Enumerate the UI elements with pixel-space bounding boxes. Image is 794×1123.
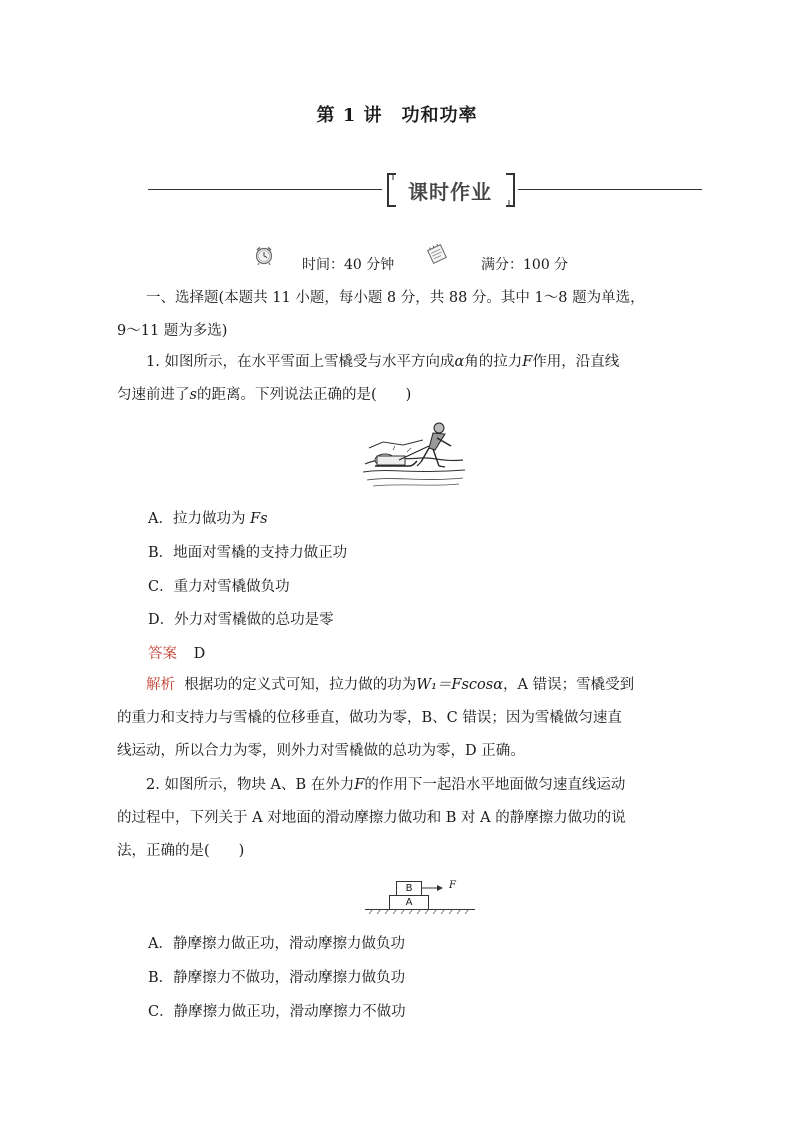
q2-option-b: B．静摩擦力不做功，滑动摩擦力做负功 — [148, 970, 406, 986]
q1-option-b: B．地面对雪橇的支持力做正功 — [148, 545, 348, 561]
full-score: 满分：100 分 — [481, 257, 569, 273]
question-1-stem: 1. 如图所示，在水平雪面上雪橇受与水平方向成α角的拉力F作用，沿直线 匀速前进了s的距离。下列说法正确的是( ) — [117, 354, 620, 403]
analysis-label: 解析 — [146, 677, 175, 693]
q1-analysis: 解析 根据功的定义式可知，拉力做的功为W₁＝Fscosα，A 错误；雪橇受到 的重力和支持力与雪橇的位移垂直，做功为零，B、C 错误；因为雪橇做匀速直 线运动，所以合力为零，则外力对雪橇做的总功为零，D 正确。 — [117, 677, 635, 759]
question-2-stem: 2. 如图所示，物块 A、B 在外力F的作用下一起沿水平地面做匀速直线运动 的过程中，下列关于 A 对地面的滑动摩擦力做功和 B 对 A 的静摩擦力做功的说 法，正确的是( ) — [117, 777, 626, 859]
block-a: A — [389, 895, 429, 910]
q2-option-c: C．静摩擦力做正功，滑动摩擦力不做功 — [148, 1004, 406, 1020]
ground-hatch — [365, 909, 475, 914]
answer-label: 答案 — [148, 646, 177, 662]
force-arrow-icon — [421, 882, 447, 894]
q1-option-d: D．外力对雪橇做的总功是零 — [148, 612, 334, 628]
force-label: F — [449, 880, 456, 891]
q1-answer — [148, 642, 205, 663]
q1-option-a: A．拉力做功为 Fs — [148, 511, 268, 527]
page-title: 第 1 讲 功和功率 — [316, 105, 478, 126]
block-b: B — [396, 881, 422, 896]
bracket-left-icon — [384, 172, 398, 208]
answer-value: D — [193, 646, 206, 662]
bracket-right-icon — [504, 172, 518, 208]
q2-option-a: A．静摩擦力做正功，滑动摩擦力做负功 — [148, 936, 405, 952]
banner-rule-left — [148, 189, 382, 190]
banner-label: 课时作业 — [408, 180, 492, 204]
sled-pulling-figure — [363, 420, 467, 488]
section-heading: 一、选择题(本题共 11 小题，每小题 8 分，共 88 分。其中 1～8 题为单选， 9～11 题为多选) — [117, 290, 645, 339]
homework-banner — [148, 170, 702, 210]
time-score-bar — [0, 249, 794, 273]
stacked-blocks-figure — [365, 878, 475, 914]
alarm-clock-icon — [253, 244, 275, 266]
q1-option-c: C．重力对雪橇做负功 — [148, 579, 290, 595]
score-sheet-icon — [425, 243, 449, 265]
time-limit: 时间：40 分钟 — [302, 257, 395, 273]
banner-rule-right — [518, 189, 702, 190]
